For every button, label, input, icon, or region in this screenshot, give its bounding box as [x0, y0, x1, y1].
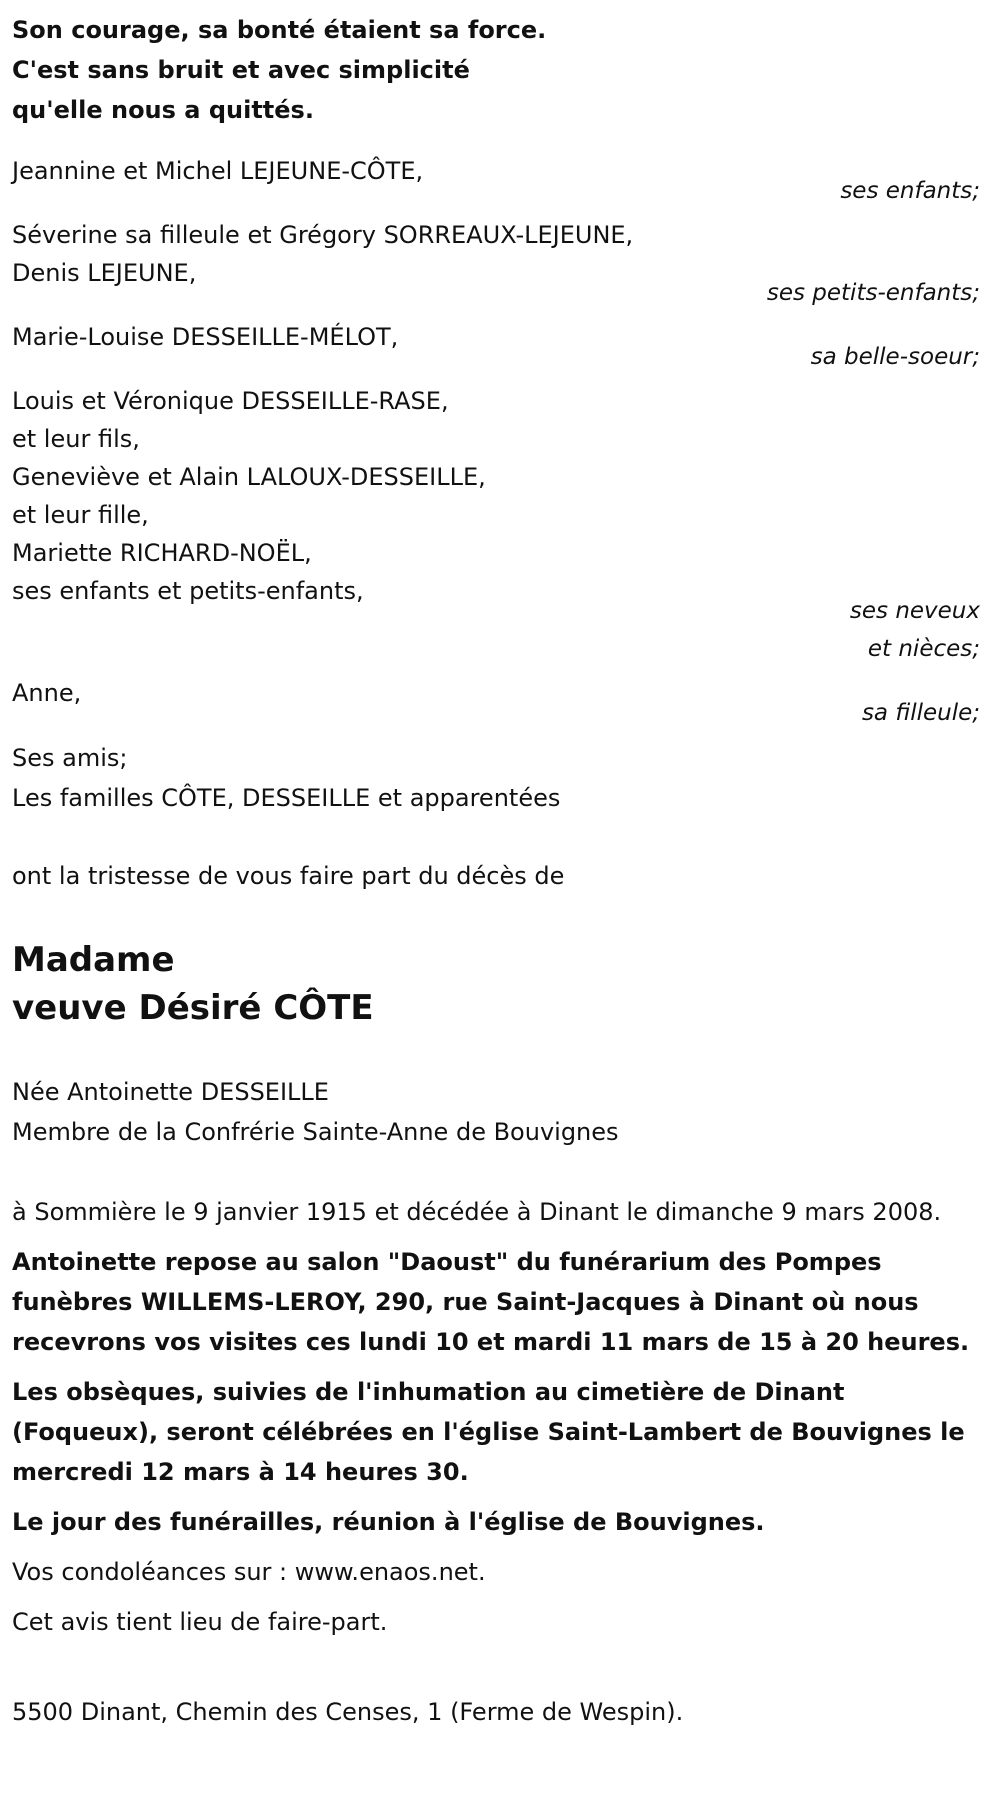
family-group-children — [12, 152, 988, 210]
family-name-line: Louis et Véronique DESSEILLE-RASE, — [12, 387, 449, 415]
friends — [12, 738, 988, 818]
family-name-line: Geneviève et Alain LALOUX-DESSEILLE, — [12, 463, 486, 491]
family-name-line: Marie-Louise DESSEILLE-MÉLOT, — [12, 323, 399, 351]
family-name-line: Anne, — [12, 679, 82, 707]
epitaph-line: qu'elle nous a quittés. — [12, 96, 314, 124]
friends-line: Les familles CÔTE, DESSEILLE et apparentées — [12, 784, 561, 812]
epitaph-line: Son courage, sa bonté étaient sa force. — [12, 16, 547, 44]
condolences-info: Vos condoléances sur : www.enaos.net. — [12, 1558, 486, 1586]
family-name-line: Mariette RICHARD-NOËL, — [12, 539, 312, 567]
birth-death-dates: à Sommière le 9 janvier 1915 et décédée à Dinant le dimanche 9 mars 2008. — [12, 1198, 942, 1226]
friends-line: Ses amis; — [12, 744, 128, 772]
born-info — [12, 1072, 988, 1152]
family-group-goddaughter — [12, 674, 988, 732]
deceased-full-name: veuve Désiré CÔTE — [12, 988, 374, 1028]
family-group-nephews — [12, 382, 988, 668]
deceased-name — [12, 936, 988, 1032]
born-name: Née Antoinette DESSEILLE — [12, 1078, 329, 1106]
family-name-line: Jeannine et Michel LEJEUNE-CÔTE, — [12, 157, 424, 185]
family-name-line: Séverine sa filleule et Grégory SORREAUX-LEJEUNE, — [12, 221, 634, 249]
family-relation: sa filleule; — [861, 700, 980, 726]
family-relation: ses neveux et nièces; — [849, 598, 980, 662]
address: 5500 Dinant, Chemin des Censes, 1 (Ferme de Wespin). — [12, 1698, 684, 1726]
visitation-info: Antoinette repose au salon "Daoust" du funérarium des Pompes funèbres WILLEMS-LEROY, 290, rue Saint-Jacques à Dinant où nous recevrons vos visites ces lundi 10 et mardi 11 mars de 15 à 20 heures. — [12, 1248, 970, 1356]
funeral-info: Les obsèques, suivies de l'inhumation au cimetière de Dinant (Foqueux), seront célébrées en l'église Saint-Lambert de Bouvignes le mercredi 12 mars à 14 heures 30. — [12, 1378, 965, 1486]
family-group-grandchildren — [12, 216, 988, 312]
family-name-line: ses enfants et petits-enfants, — [12, 577, 364, 605]
epitaph-line: C'est sans bruit et avec simplicité — [12, 56, 470, 84]
membership: Membre de la Confrérie Sainte-Anne de Bouvignes — [12, 1118, 619, 1146]
family-name-line: et leur fils, — [12, 425, 140, 453]
epitaph — [12, 10, 988, 130]
family-name-line: Denis LEJEUNE, — [12, 259, 197, 287]
announcement: ont la tristesse de vous faire part du décès de — [12, 862, 565, 890]
deceased-title: Madame — [12, 940, 175, 980]
family-group-sister-in-law — [12, 318, 988, 376]
notice-info: Cet avis tient lieu de faire-part. — [12, 1608, 388, 1636]
family-relation: ses enfants; — [840, 178, 980, 204]
family-names — [12, 382, 988, 610]
family-relation: sa belle-soeur; — [810, 344, 980, 370]
meeting-info: Le jour des funérailles, réunion à l'église de Bouvignes. — [12, 1508, 765, 1536]
family-name-line: et leur fille, — [12, 501, 149, 529]
family-relation: ses petits-enfants; — [766, 280, 980, 306]
